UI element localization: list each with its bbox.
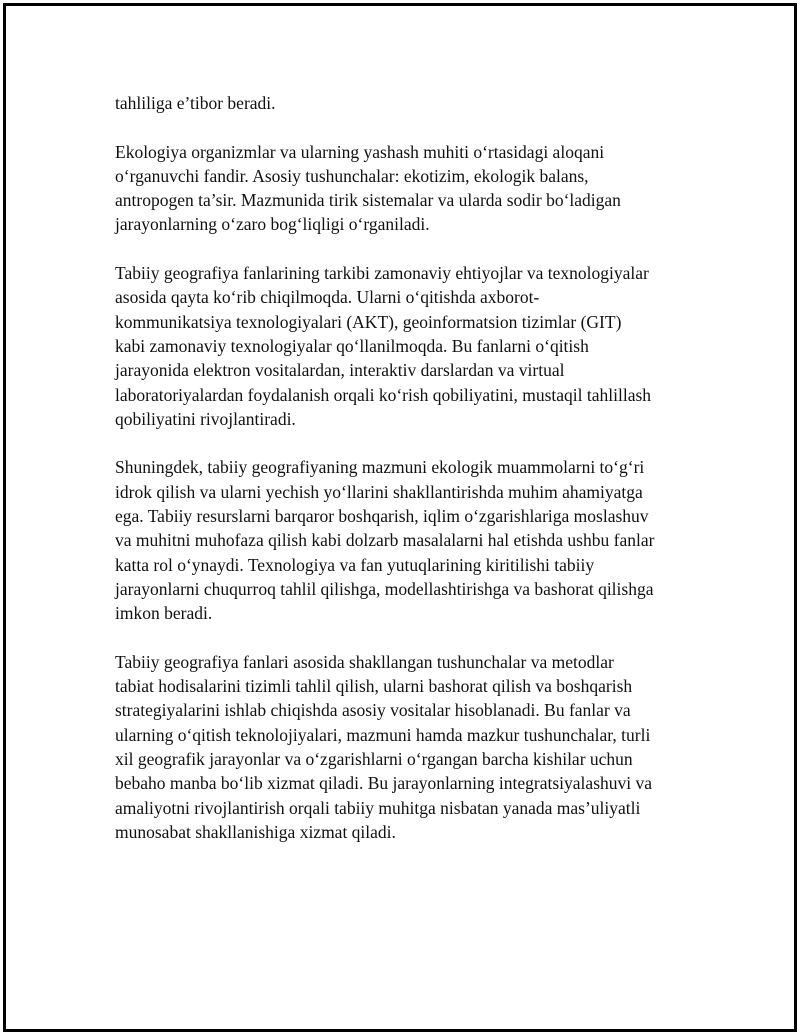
page-body — [115, 91, 695, 869]
paragraph-curriculum: Tabiiy geografiya fanlarining tarkibi zamonaviy ehtiyojlar va texnologiyalar asosida qayta ko‘rib chiqilmoqda. Ularni o‘qitishda axborot- kommunikatsiya texnologiyalari (AKT), geoinformatsion tizimlar (GIT) kabi zamonaviy texnologiyalar qo‘llanilmoqda. Bu fanlarni o‘qitish jarayonida elektron vositalardan, interaktiv darslardan va virtual laboratoriyalardan foydalanish orqali ko‘rish qobiliyatini, mustaqil tahlillash qobiliyatini rivojlantiradi. — [115, 263, 652, 429]
paragraph-environmental-problems: Shuningdek, tabiiy geografiyaning mazmuni ekologik muammolarni to‘g‘ri idrok qilish va ularni yechish yo‘llarini shakllantirishda muhim ahamiyatga ega. Tabiiy resurslarni barqaror boshqarish, iqlim o‘zgarishlariga moslashuv va muhitni muhofaza qilish kabi dolzarb masalalarni hal etishda ushbu fanlar katta rol o‘ynaydi. Texnologiya va fan yutuqlarining kiritilishi tabiiy jarayonlarni chuqurroq tahlil qilishga, modellashtirishga va bashorat qilishga imkon beradi. — [115, 457, 655, 624]
paragraph-ecology: Ekologiya organizmlar va ularning yashash muhiti o‘rtasidagi aloqani o‘rganuvchi fandir. Asosiy tushunchalar: ekotizim, ekologik balans, antropogen ta’sir. Mazmunida tirik sistemalar va ularda sodir bo‘ladigan jarayonlarning o‘zaro bog‘liqligi o‘rganiladi. — [115, 141, 621, 235]
paragraph-conclusion: Tabiiy geografiya fanlari asosida shakllangan tushunchalar va metodlar tabiat hodisalarini tizimli tahlil qilish, ularni bashorat qilish va boshqarish strategiyalarini ishlab chiqishda asosiy vositalar hisoblanadi. Bu fanlar va ularning o‘qitish teknolojiyalari, mazmuni hamda mazkur tushunchalar, turli xil geografik jarayonlar va o‘zgarishlarni o‘rgangan barcha kishilar uchun bebaho manba bo‘lib xizmat qiladi. Bu jarayonlarning integratsiyalashuvi va amaliyotni rivojlantirish orqali tabiiy muhitga nisbatan yanada mas’uliyatli munosabat shakllanishiga xizmat qiladi. — [115, 651, 653, 842]
paragraph-continuation: tahliliga e’tibor beradi. — [115, 93, 276, 113]
